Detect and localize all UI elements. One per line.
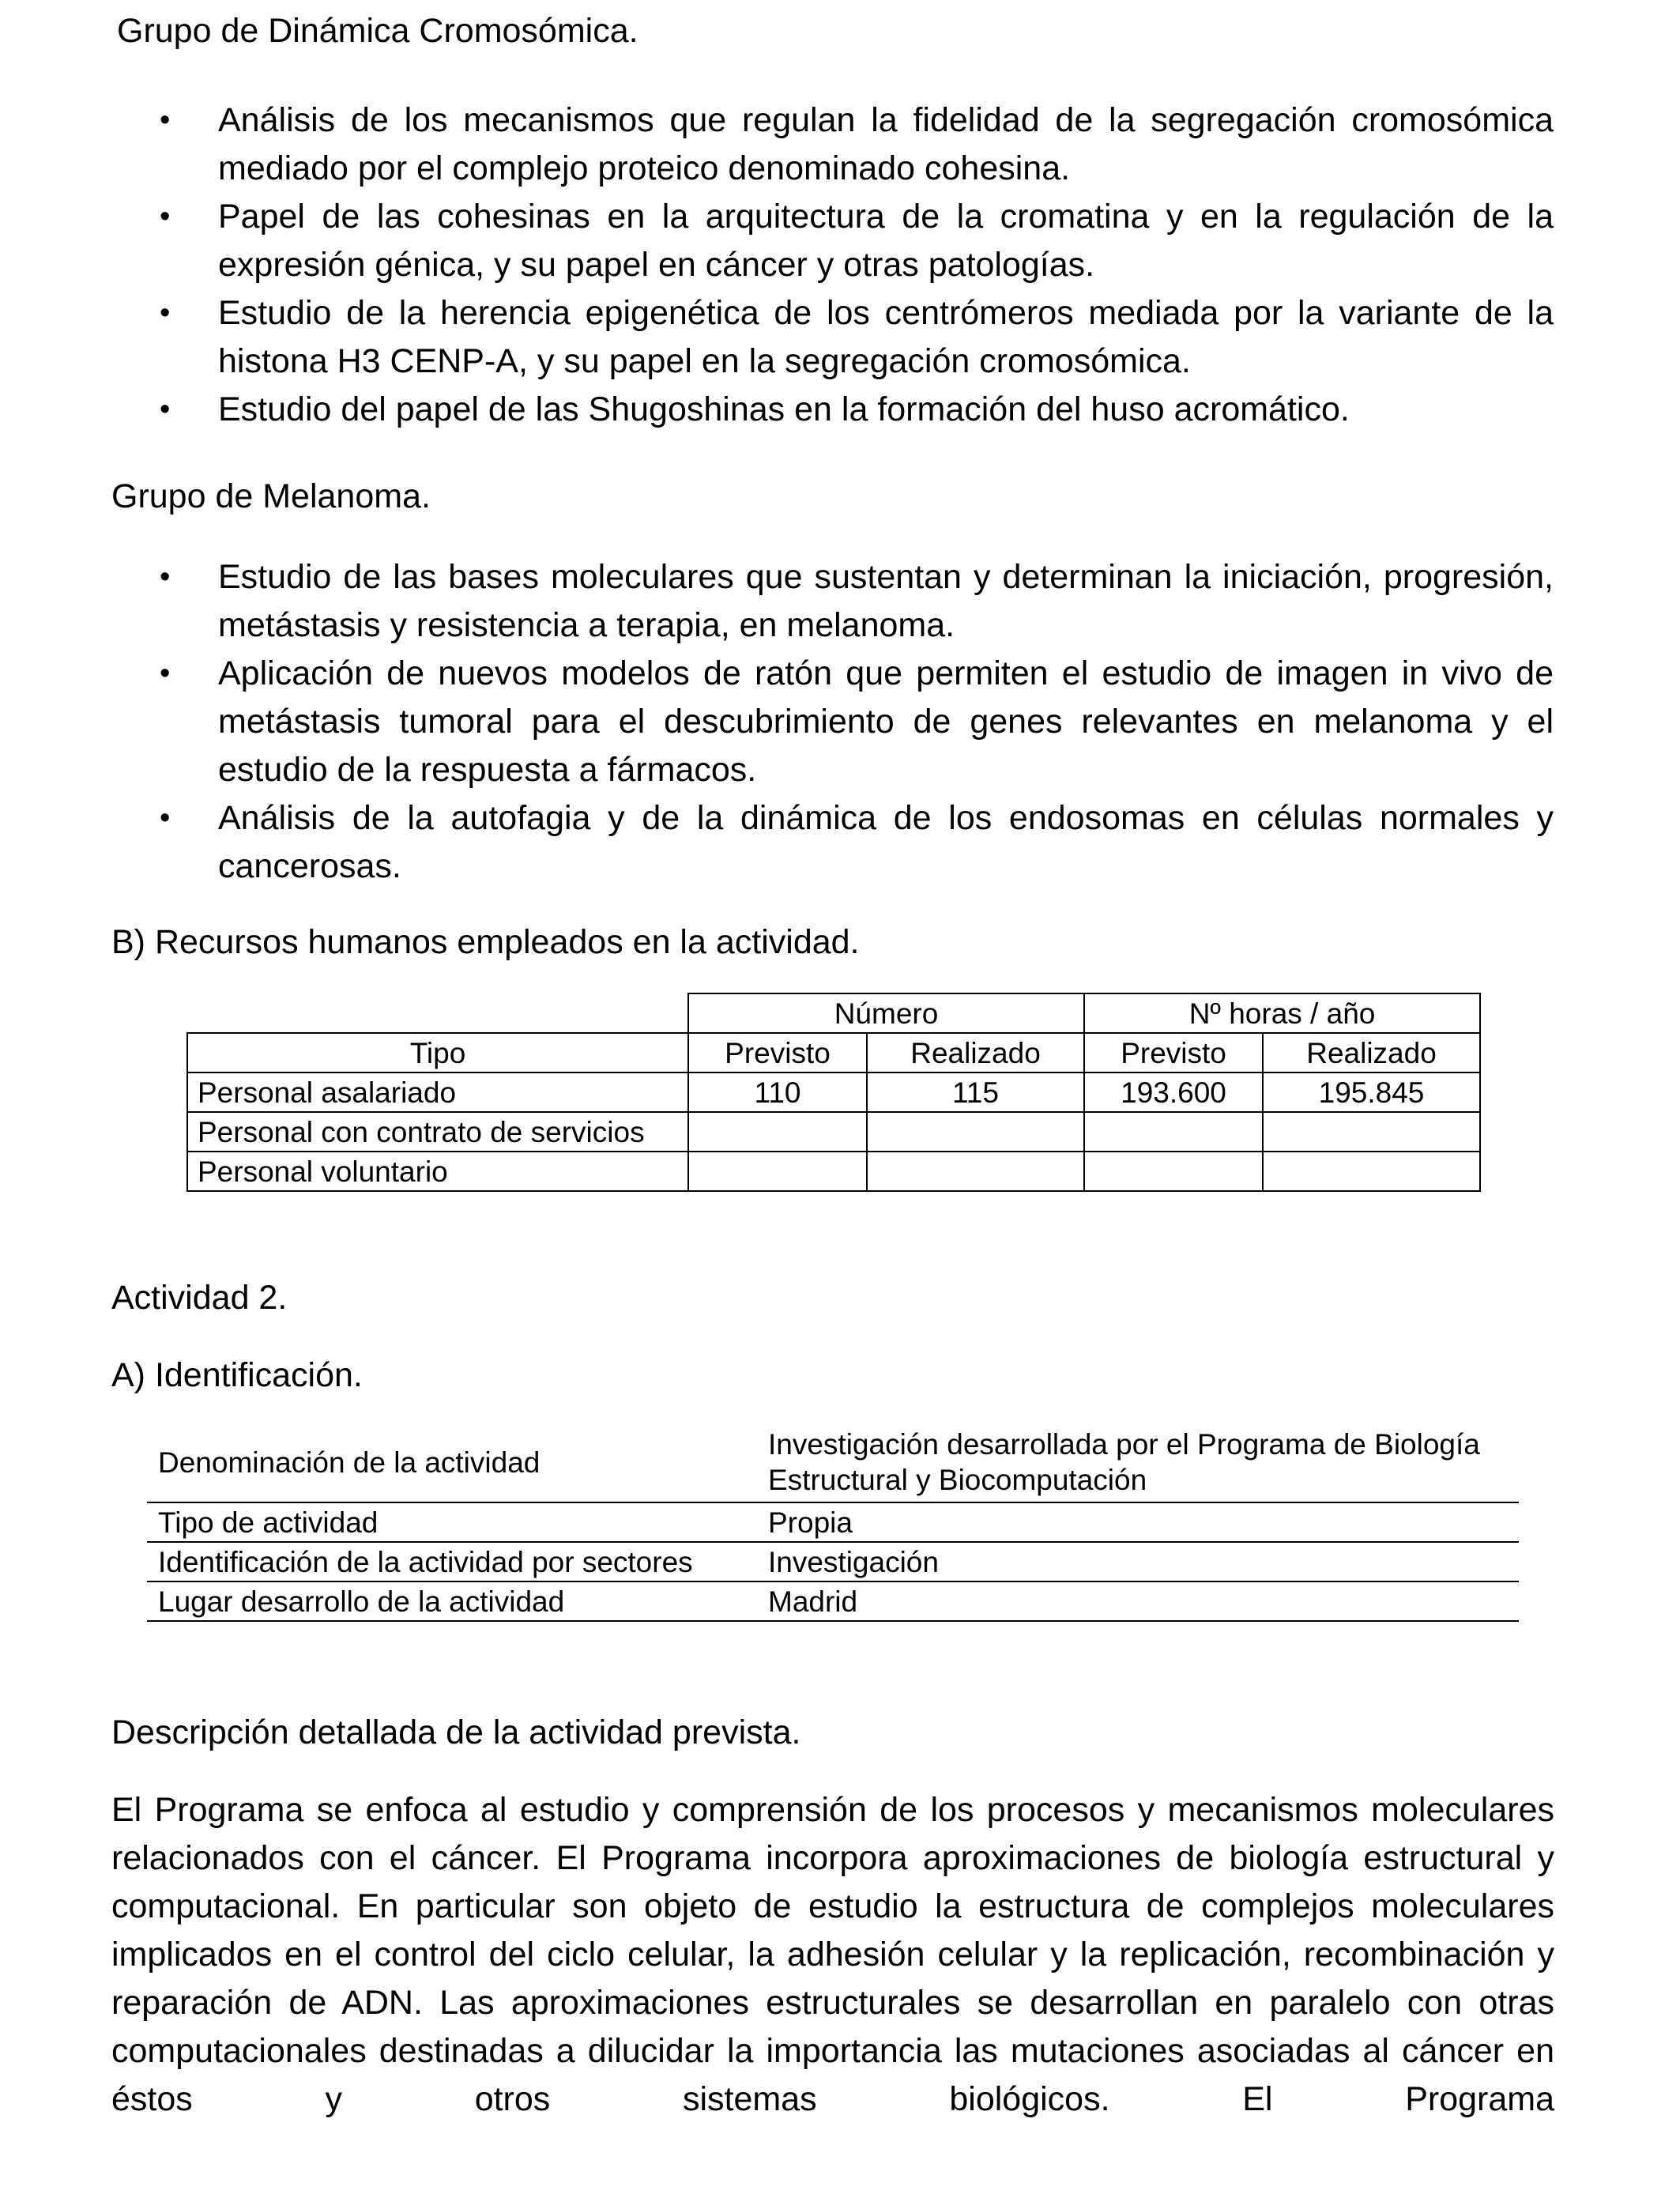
table-cell [867, 1112, 1084, 1152]
table-column-header: Previsto [688, 1033, 867, 1072]
table-cell [1084, 1112, 1263, 1152]
list-item: • Estudio del papel de las Shugoshinas en la formación del huso acromático. [218, 386, 1554, 434]
list-item: • Análisis de los mecanismos que regulan la fidelidad de la segregación cromosómica mediado por el complejo proteico denominado cohesina. [218, 96, 1554, 193]
list-item: • Estudio de la herencia epigenética de los centrómeros mediada por la variante de la histona H3 CENP-A, y su papel en la segregación cromosómica. [218, 289, 1554, 386]
table-cell: Tipo de actividad [147, 1502, 757, 1542]
table-header-row [187, 1033, 1480, 1072]
table-cell: 195.845 [1263, 1072, 1480, 1112]
table-group-header: Nº horas / año [1084, 993, 1480, 1033]
heading-descripcion: Descripción detallada de la actividad prevista. [111, 1713, 801, 1751]
table-row [147, 1502, 1519, 1542]
table-cell [688, 1112, 867, 1152]
table-cell: 115 [867, 1072, 1084, 1112]
table-cell: 110 [688, 1072, 867, 1112]
table-column-header: Tipo [187, 1033, 688, 1072]
table-cell: Investigación desarrollada por el Programa de Biología Estructural y Biocomputación [757, 1423, 1519, 1502]
table-row [147, 1581, 1519, 1621]
list-item: • Aplicación de nuevos modelos de ratón que permiten el estudio de imagen in vivo de metástasis tumoral para el descubrimiento de genes relevantes en melanoma y el estudio de la respuesta a fármacos. [218, 650, 1554, 794]
heading-actividad-2: Actividad 2. [111, 1279, 288, 1317]
list-item: • Papel de las cohesinas en la arquitectura de la cromatina y en la regulación de la expresión génica, y su papel en cáncer y otras patologías. [218, 193, 1554, 289]
table-cell: Madrid [757, 1581, 1519, 1621]
table-cell [688, 1152, 867, 1191]
table-cell: Personal con contrato de servicios [187, 1112, 688, 1152]
list-grupo-dinamica [0, 96, 1680, 434]
table-cell: Personal asalariado [187, 1072, 688, 1112]
table-column-header: Realizado [867, 1033, 1084, 1072]
table-row [187, 1112, 1480, 1152]
table-cell: Propia [757, 1502, 1519, 1542]
list-grupo-melanoma [0, 553, 1680, 891]
table-cell: Investigación [757, 1542, 1519, 1581]
heading-recursos-humanos: B) Recursos humanos empleados en la actividad. [111, 923, 860, 961]
table-cell: Identificación de la actividad por sectores [147, 1542, 757, 1581]
table-cell: Personal voluntario [187, 1152, 688, 1191]
table-cell [1263, 1112, 1480, 1152]
table-group-header: Número [688, 993, 1084, 1033]
table-cell: Denominación de la actividad [147, 1423, 757, 1502]
table-column-header: Previsto [1084, 1033, 1263, 1072]
table-row [147, 1542, 1519, 1581]
list-item: • Estudio de las bases moleculares que sustentan y determinan la iniciación, progresión, metástasis y resistencia a terapia, en melanoma. [218, 553, 1554, 650]
table-cell [1263, 1152, 1480, 1191]
table-empty-cell [187, 993, 688, 1033]
table-row [147, 1423, 1519, 1502]
table-row [187, 1152, 1480, 1191]
table-header-row [187, 993, 1480, 1033]
table-column-header: Realizado [1263, 1033, 1480, 1072]
recursos-humanos-table [186, 993, 1481, 1192]
heading-grupo-melanoma: Grupo de Melanoma. [111, 477, 431, 515]
table-row [187, 1072, 1480, 1112]
description-paragraph: El Programa se enfoca al estudio y comprensión de los procesos y mecanismos moleculares relacionados con el cáncer. El Programa incorpora aproximaciones de biología estructural y computacional. En particular son objeto de estudio la estructura de complejos moleculares implicados en el control del ciclo celular, la adhesión celular y la replicación, recombinación y reparación de ADN. Las aproximaciones estructurales se desarrollan en paralelo con otras computacionales destinadas a dilucidar la importancia las mutaciones asociadas al cáncer en éstos y otros sistemas biológicos. El Programa [111, 1791, 1554, 2118]
heading-grupo-dinamica: Grupo de Dinámica Cromosómica. [117, 12, 638, 50]
table-cell: Lugar desarrollo de la actividad [147, 1581, 757, 1621]
table-cell [867, 1152, 1084, 1191]
table-cell: 193.600 [1084, 1072, 1263, 1112]
table-cell [1084, 1152, 1263, 1191]
identificacion-table [147, 1423, 1519, 1622]
heading-identificacion: A) Identificación. [111, 1356, 363, 1394]
list-item: • Análisis de la autofagia y de la dinámica de los endosomas en células normales y cancerosas. [218, 794, 1554, 891]
